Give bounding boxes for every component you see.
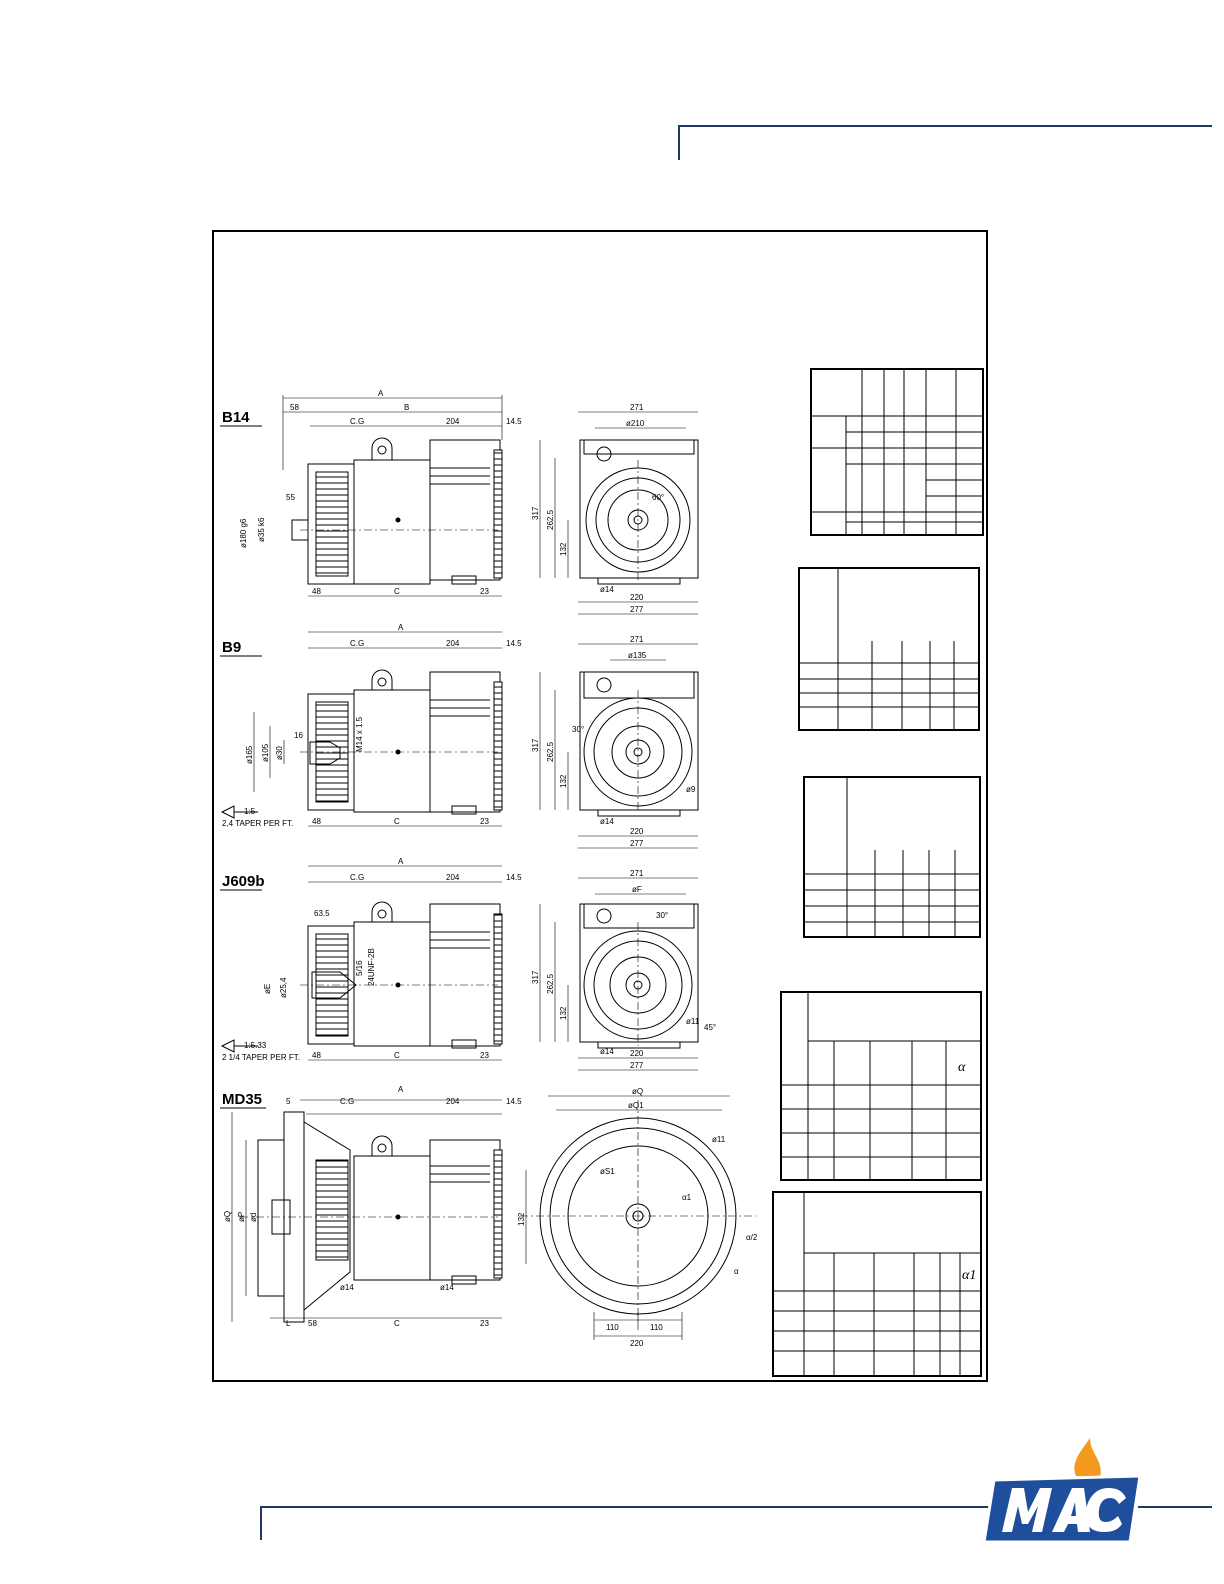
dim-label: ø30 — [275, 746, 284, 760]
dim-label: 14.5 — [506, 1097, 522, 1106]
dim-label: L — [286, 1319, 291, 1328]
dim-label: C.G — [340, 1097, 355, 1106]
dim-label: 5/16 — [355, 960, 364, 976]
dim-label: 23 — [480, 817, 489, 826]
dim-label: A — [378, 389, 384, 398]
table-1 — [810, 368, 984, 536]
dim-label: 262.5 — [546, 973, 555, 994]
dim-label: C.G — [350, 417, 365, 426]
dim-label: 23 — [480, 587, 489, 596]
dim-label: 204 — [446, 417, 460, 426]
dim-label: 5 — [286, 1097, 291, 1106]
view-b14-end — [540, 412, 698, 614]
dim-label: 2 1/4 TAPER PER FT. — [222, 1053, 300, 1062]
view-md35-end — [520, 1096, 756, 1340]
dim-label: ø11 — [686, 1017, 700, 1026]
dim-label: øF — [632, 885, 642, 894]
dim-label: ø14 — [600, 1047, 614, 1056]
dim-label: 110 — [650, 1323, 663, 1332]
dim-label: ød — [249, 1212, 258, 1222]
table-4 — [780, 991, 982, 1181]
dim-label: 45° — [704, 1023, 717, 1032]
dim-label: 271 — [630, 403, 644, 412]
table-2 — [798, 567, 980, 731]
dim-label: 58 — [308, 1319, 317, 1328]
dim-label: 132 — [559, 1006, 568, 1020]
dim-label: ø165 — [245, 745, 254, 764]
table-5-alpha1: α1 — [962, 1268, 977, 1283]
dim-label: 204 — [446, 873, 460, 882]
dim-label: 271 — [630, 635, 644, 644]
dim-label: 1:5 — [244, 807, 256, 816]
dim-label: A — [398, 623, 404, 632]
dim-label: 132 — [559, 542, 568, 556]
view-title-j609b: J609b — [222, 873, 265, 890]
table-4-alpha: α — [958, 1060, 966, 1075]
dim-label: 132 — [517, 1212, 526, 1226]
view-title-b9: B9 — [222, 639, 242, 656]
dim-label: 14.5 — [506, 873, 522, 882]
dim-label: 23 — [480, 1319, 489, 1328]
dim-label: 317 — [531, 738, 540, 752]
view-title-b14: B14 — [222, 409, 250, 426]
dim-label: 63.5 — [314, 909, 330, 918]
view-md35-side — [220, 1100, 502, 1322]
dim-label: ø11 — [712, 1135, 726, 1144]
dim-label: 1:5.33 — [244, 1041, 267, 1050]
dim-label: øP — [237, 1211, 246, 1222]
dim-label: 271 — [630, 869, 644, 878]
dim-label: øE — [263, 983, 272, 994]
dim-label: 277 — [630, 1061, 644, 1070]
dim-label: ø14 — [440, 1283, 454, 1292]
dim-label: 204 — [446, 1097, 460, 1106]
dim-label: C — [394, 1319, 400, 1328]
dim-label: 277 — [630, 839, 644, 848]
dim-label: 262.5 — [546, 509, 555, 530]
dim-label: B — [404, 403, 410, 412]
dim-label: ø180 g6 — [239, 518, 248, 548]
dim-label: A — [398, 857, 404, 866]
dim-label: 30° — [656, 911, 669, 920]
dim-label: 48 — [312, 1051, 321, 1060]
dim-label: 60° — [652, 493, 665, 502]
flame-icon — [1074, 1438, 1100, 1478]
view-j609b-end — [540, 878, 698, 1070]
dim-label: øQ1 — [628, 1101, 644, 1110]
dim-label: A — [398, 1085, 404, 1094]
dim-label: 277 — [630, 605, 644, 614]
dim-label: 2,4 TAPER PER FT. — [222, 819, 294, 828]
dim-label: 23 — [480, 1051, 489, 1060]
dim-label: ø210 — [626, 419, 645, 428]
dim-label: 48 — [312, 587, 321, 596]
view-b9-end — [540, 644, 698, 848]
dim-label: 132 — [559, 774, 568, 788]
dim-label: 14.5 — [506, 417, 522, 426]
table-3 — [803, 776, 981, 938]
dim-label: ø105 — [261, 743, 270, 762]
dim-label: C.G — [350, 639, 365, 648]
dim-label: 317 — [531, 506, 540, 520]
dim-label: ø9 — [686, 785, 696, 794]
dim-label: 220 — [630, 1049, 644, 1058]
dim-label: 30° — [572, 725, 585, 734]
mac-logo — [980, 1438, 1146, 1546]
dim-label: 58 — [290, 403, 299, 412]
dim-label: 24UNF-2B — [367, 948, 376, 986]
dim-label: øS1 — [600, 1167, 615, 1176]
dim-label: α1 — [682, 1193, 692, 1202]
dim-label: ø135 — [628, 651, 647, 660]
dim-label: 55 — [286, 493, 295, 502]
table-5 — [772, 1191, 982, 1377]
view-title-md35: MD35 — [222, 1091, 263, 1108]
dim-label: ø14 — [600, 585, 614, 594]
dim-label: 110 — [606, 1323, 619, 1332]
dim-label: ø14 — [600, 817, 614, 826]
dim-label: ø25,4 — [279, 977, 288, 998]
dim-label: ø35 k6 — [257, 517, 266, 542]
dim-label: 220 — [630, 827, 644, 836]
dim-label: M14 x 1.5 — [355, 716, 364, 752]
dim-label: 204 — [446, 639, 460, 648]
dim-label: øQ — [223, 1210, 232, 1222]
dim-label: α — [734, 1267, 739, 1276]
dim-label: C — [394, 587, 400, 596]
dim-label: 220 — [630, 593, 644, 602]
dim-label: 262.5 — [546, 741, 555, 762]
dim-label: 48 — [312, 817, 321, 826]
dim-label: C.G — [350, 873, 365, 882]
dim-label: 317 — [531, 970, 540, 984]
dim-label: 220 — [630, 1339, 644, 1348]
dim-label: 14.5 — [506, 639, 522, 648]
dim-label: ø14 — [340, 1283, 354, 1292]
dim-label: C — [394, 1051, 400, 1060]
dim-label: α/2 — [746, 1233, 758, 1242]
dim-label: 16 — [294, 731, 303, 740]
dim-label: C — [394, 817, 400, 826]
dim-label: øQ — [632, 1087, 644, 1096]
